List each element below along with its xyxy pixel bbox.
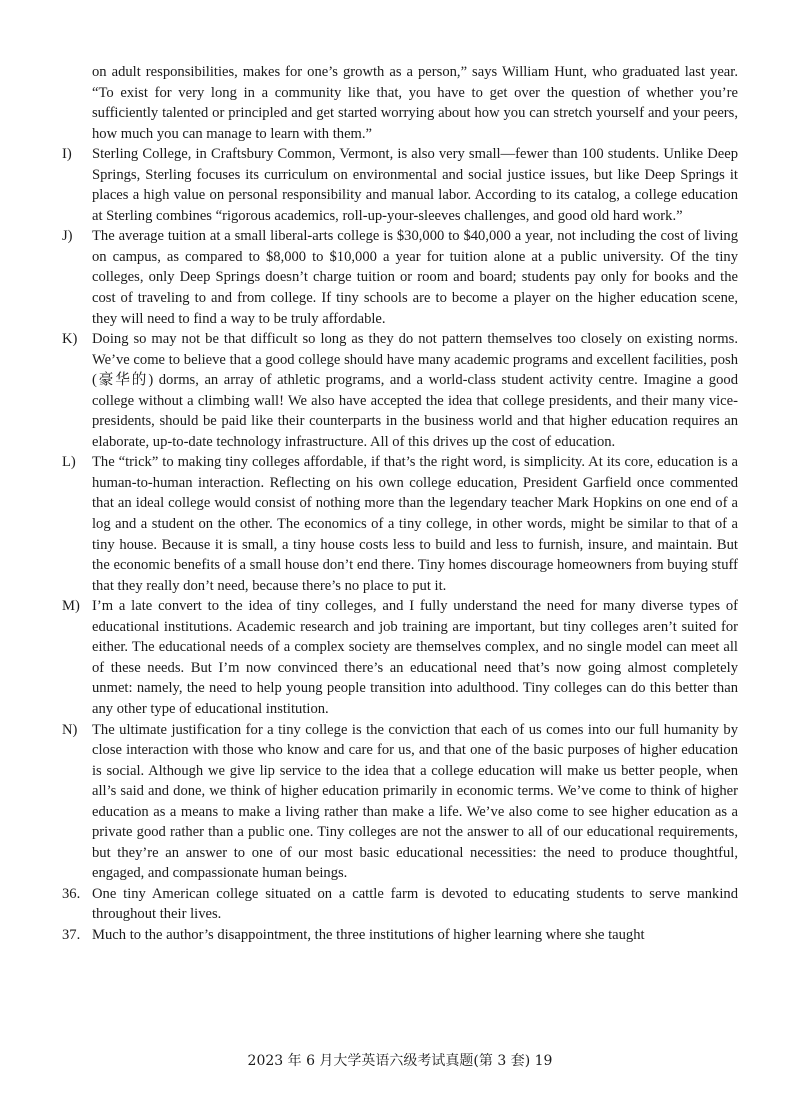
paragraph-k (62, 329, 738, 452)
continuation-paragraph: on adult responsibilities, makes for one’s growth as a person,” says William Hunt, who graduated last year. “To exist for very long in a community like that, you have to get over the question of whether you’re sufficiently talented or principled and get started worrying about how you can stretch yourself and your peers, how much you can manage to learn with them.” (92, 64, 738, 142)
paragraph-text: Sterling College, in Craftsbury Common, Vermont, is also very small—fewer than 100 students. Unlike Deep Springs, Sterling focuses its curriculum on environmental and social justice issues, but like Deep Springs it places a high value on personal responsibility and manual labor. According to its catalog, a college education at Sterling combines “rigorous academics, roll-up-your-sleeves challenges, and good old hard work.” (92, 146, 738, 224)
paragraph-label: I) (62, 146, 72, 163)
page-footer: 2023 年 6 月大学英语六级考试真题(第 3 套) 19 (247, 1053, 553, 1069)
paragraph-j (62, 226, 738, 329)
question-text: One tiny American college situated on a cattle farm is devoted to educating students to serve mankind throughout their lives. (92, 885, 738, 923)
question-37 (62, 925, 738, 946)
paragraph-text: Doing so may not be that difficult so long as they do not pattern themselves too closely on existing norms. We’ve come to believe that a good college should have many academic programs and excellent facilities, posh (豪华的) dorms, an array of athletic programs, and a world-class student activity centre. Imagine a good college without a climbing wall! We also have accepted the idea that college presidents, and their many vice-presidents, should be paid like their counterparts in the business world and that higher education requires an elaborate, up-to-date technology infrastructure. All of this drives up the cost of education. (92, 331, 738, 450)
paragraph-label: J) (62, 228, 73, 245)
paragraph-text: The ultimate justification for a tiny college is the conviction that each of us comes into our full humanity by close interaction with those who know and care for us, and that one of the basic purposes of higher education is social. Although we give lip service to the idea that a college education will make us better people, when all’s said and done, we think of higher education primarily in economic terms. We’ve come to think of higher education as a means to make a living rather than make a life. We’ve also come to see higher education as a private good rather than a public one. Tiny colleges are not the answer to all of our educational requirements, but they’re an answer to one of our most basic educational necessities: the need to produce thoughtful, engaged, and compassionate human beings. (92, 721, 738, 882)
paragraph-label: M) (62, 598, 80, 615)
paragraph-label: K) (62, 331, 78, 348)
paragraph-l (62, 452, 738, 596)
paragraph-text: The average tuition at a small liberal-arts college is $30,000 to $40,000 a year, not including the cost of living on campus, as compared to $8,000 to $10,000 a year for tuition alone at a public university. Of the tiny colleges, only Deep Springs doesn’t charge tuition or room and board; students pay only for books and the cost of traveling to and from college. If tiny schools are to become a player on the higher education scene, they will need to find a way to be truly affordable. (92, 228, 738, 327)
paragraph-text: I’m a late convert to the idea of tiny colleges, and I fully understand the need for many diverse types of educational institutions. Academic research and job training are important, but tiny colleges aren’t suited for either. The educational needs of a complex society are themselves complex, and no single model can meet all of these needs. But I’m now convinced there’s an educational need that’s now going almost completely unmet: namely, the need to help young people transition into adulthood. Tiny colleges can do this better than any other type of educational institution. (92, 598, 738, 717)
paragraph-label: N) (62, 721, 78, 738)
paragraph-text: The “trick” to making tiny colleges affordable, if that’s the right word, is simplicity. At its core, education is a human-to-human interaction. Reflecting on his own college education, President Garfield once commented that an ideal college would consist of nothing more than the legendary teacher Mark Hopkins on one end of a log and a student on the other. The economics of a tiny college, in other words, might be similar to that of a tiny house. Because it is small, a tiny house costs less to build and less to furnish, insure, and maintain. But the economic benefits of a small house don’t end there. Tiny homes discourage homeowners from buying stuff that they really don’t need, because there’s no place to put it. (92, 454, 738, 594)
paragraph-i (62, 144, 738, 226)
document-body (62, 62, 738, 946)
paragraph-m (62, 596, 738, 719)
paragraph-label: L) (62, 454, 76, 471)
paragraph-n (62, 720, 738, 884)
question-text: Much to the author’s disappointment, the three institutions of higher learning where she taught (92, 926, 645, 943)
question-number: 37. (62, 926, 81, 943)
question-36 (62, 884, 738, 925)
question-number: 36. (62, 885, 81, 902)
